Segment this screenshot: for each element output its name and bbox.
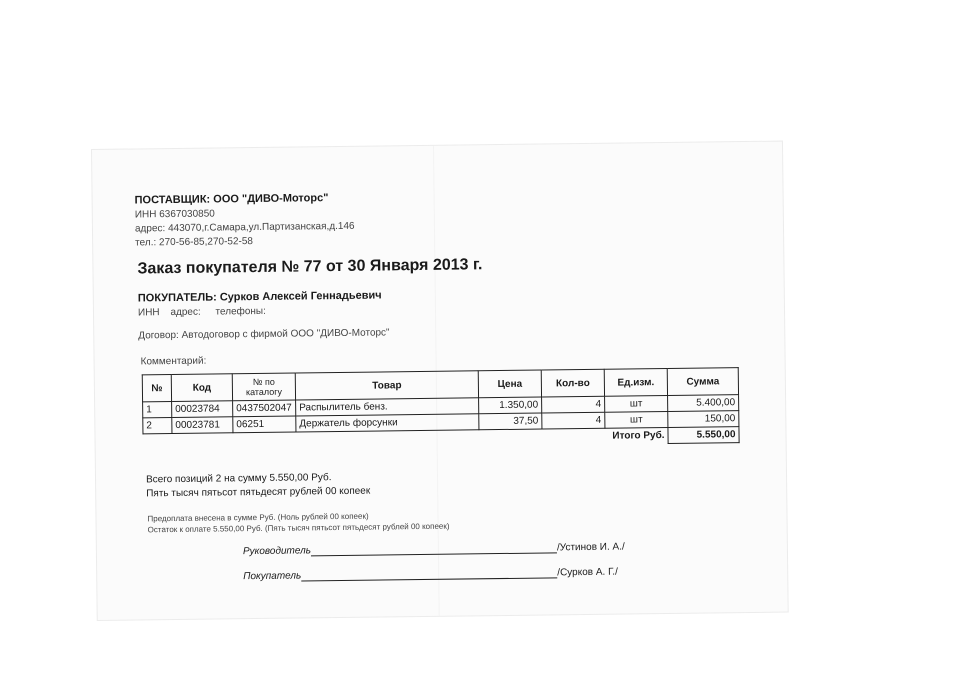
manager-name: /Устинов И. А./ [556, 541, 625, 554]
order-title: Заказ покупателя № 77 от 30 Января 2013 г. [137, 256, 483, 278]
payment-prepaid: Предоплата внесена в сумме Руб. (Ноль рублей 00 копеек) [147, 511, 369, 524]
buyer-name: Сурков Алексей Геннадьевич [219, 289, 382, 304]
buyer-signature-name: /Сурков А. Г./ [557, 566, 618, 579]
supplier-inn: ИНН 6367030850 [134, 208, 215, 221]
row-unit: шт [605, 411, 668, 428]
supplier-name: ООО "ДИВО-Моторс" [213, 192, 329, 206]
supplier-address: адрес: 443070,г.Самара,ул.Партизанская,д.146 [134, 220, 355, 235]
col-qty-header: Кол-во [541, 369, 604, 397]
summary-in-words: Пять тысяч пятьсот пятьдесят рублей 00 копеек [146, 485, 371, 500]
row-qty: 4 [542, 412, 605, 429]
row-num: 2 [143, 418, 172, 434]
buyer-signature-label: Покупатель [243, 570, 302, 583]
buyer-signature-line [243, 566, 618, 583]
col-num-header: № [142, 375, 171, 402]
row-num: 1 [143, 402, 172, 418]
payment-remaining: Остаток к оплате 5.550,00 Руб. (Пять тысяч пятьсот пятьдесят рублей 00 копеек) [147, 521, 450, 535]
contract-text: Договор: Автодоговор с фирмой ООО "ДИВО-Моторс" [138, 327, 390, 342]
row-sum: 5.400,00 [668, 395, 739, 412]
col-catalog-header: № по каталогу [232, 373, 295, 401]
manager-signature-line [243, 541, 625, 558]
row-catalog: 06251 [233, 416, 296, 433]
row-code: 00023781 [172, 417, 233, 434]
items-table [142, 367, 740, 450]
order-document [92, 142, 788, 620]
buyer-line [138, 289, 382, 304]
buyer-signature-field [301, 566, 557, 581]
supplier-line [135, 192, 329, 206]
row-price: 1.350,00 [479, 397, 542, 414]
col-code-header: Код [171, 374, 232, 402]
manager-label: Руководитель [242, 545, 312, 558]
buyer-phones-label: телефоны: [215, 305, 266, 318]
col-product-header: Товар [295, 371, 478, 400]
col-price-header: Цена [478, 370, 541, 398]
total-label: Итого Руб. [612, 430, 665, 442]
buyer-address-label: адрес: [170, 306, 201, 319]
supplier-label: ПОСТАВЩИК: [134, 193, 211, 207]
buyer-inn-label: ИНН [137, 307, 160, 319]
row-catalog: 0437502047 [233, 400, 296, 417]
row-price: 37,50 [479, 413, 542, 430]
row-product: Распылитель бенз. [296, 398, 479, 416]
buyer-label: ПОКУПАТЕЛЬ: [137, 291, 217, 305]
comment-label: Комментарий: [140, 355, 207, 368]
summary-positions: Всего позиций 2 на сумму 5.550,00 Руб. [145, 472, 332, 486]
row-product: Держатель форсунки [296, 414, 479, 432]
row-code: 00023784 [172, 401, 233, 418]
col-unit-header: Ед.изм. [604, 368, 667, 396]
buyer-details [138, 306, 266, 319]
total-value: 5.550,00 [668, 427, 739, 444]
row-qty: 4 [542, 396, 605, 413]
supplier-phones: тел.: 270-56-85,270-52-58 [135, 236, 254, 249]
col-sum-header: Сумма [667, 368, 738, 396]
row-sum: 150,00 [668, 411, 739, 428]
manager-signature-field [311, 541, 557, 556]
row-unit: шт [605, 395, 668, 412]
